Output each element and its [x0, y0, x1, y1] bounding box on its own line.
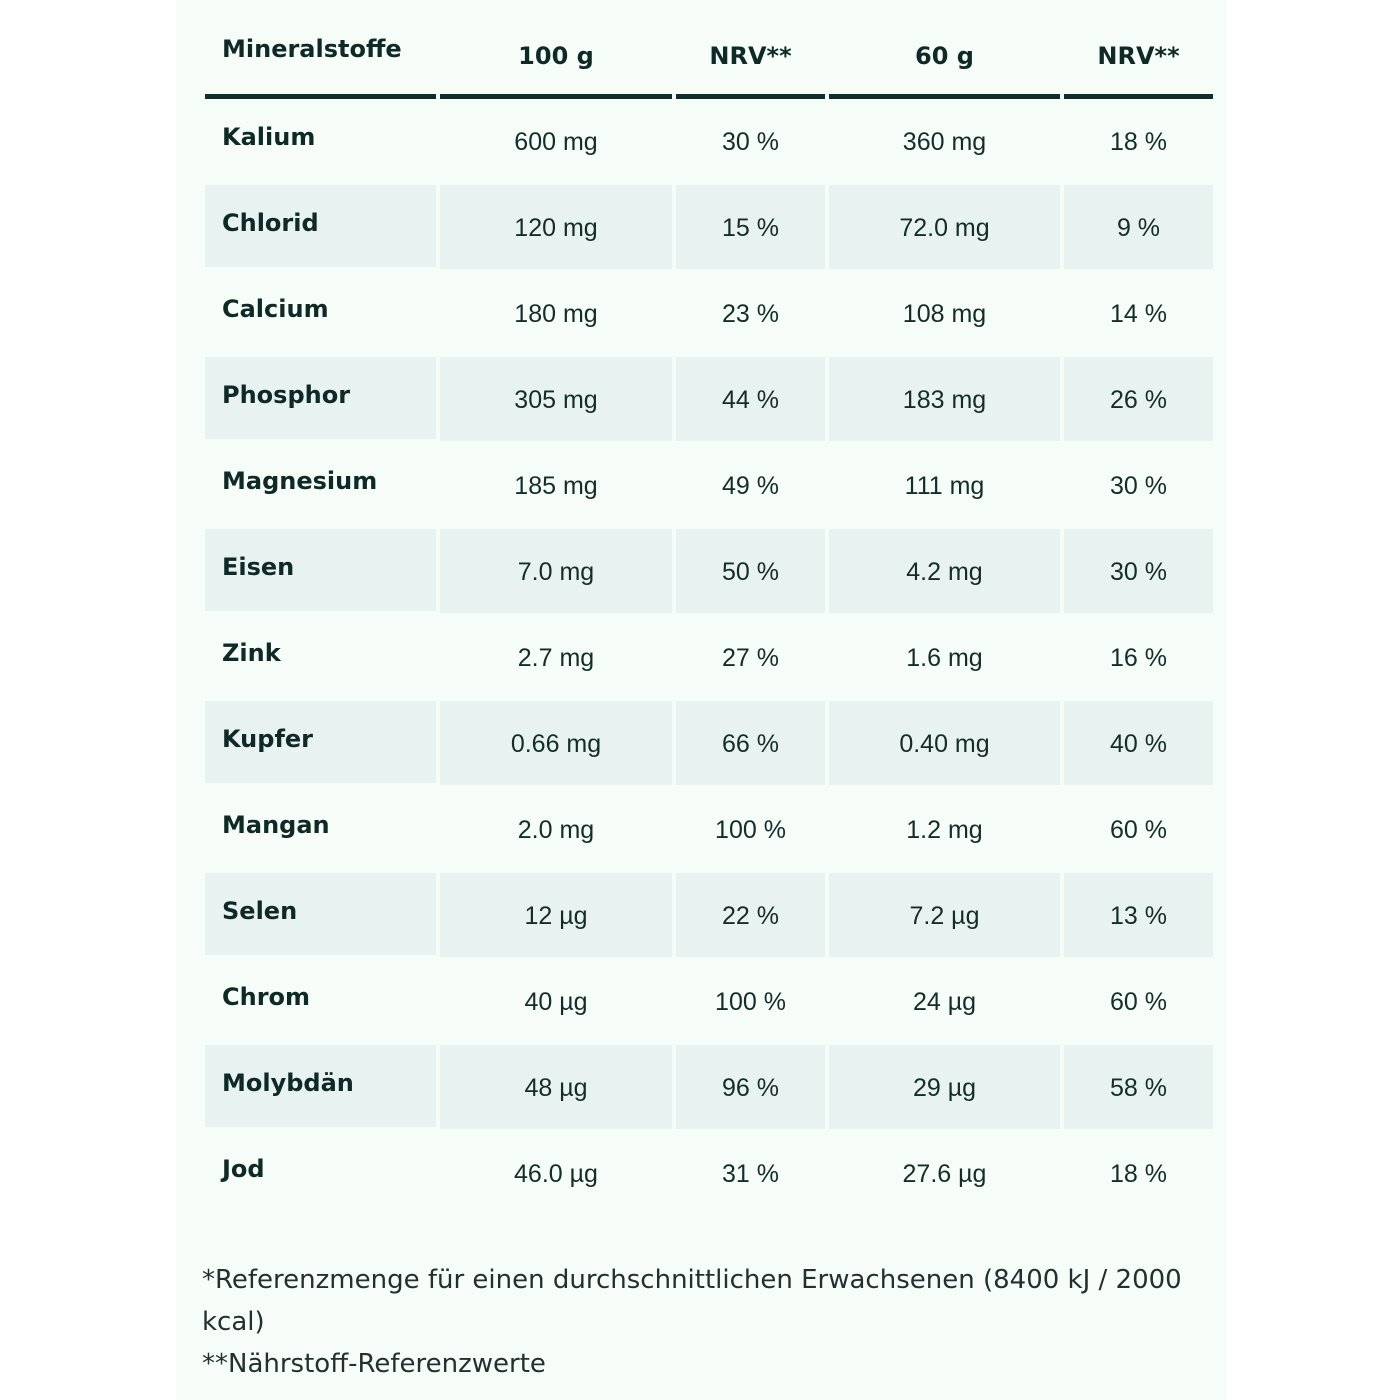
- nrv-60g: 18 %: [1110, 1159, 1167, 1188]
- nrv-100g: 23 %: [722, 299, 779, 328]
- table-body: [205, 99, 1212, 1217]
- table-row: [205, 99, 1212, 185]
- nrv-60g: 16 %: [1110, 643, 1167, 672]
- mineral-name: Chlorid: [205, 185, 436, 267]
- nrv-60g: 30 %: [1064, 529, 1213, 613]
- table-row: [205, 271, 1212, 357]
- header-mineralstoffe: Mineralstoffe: [205, 0, 436, 99]
- nrv-100g: 50 %: [676, 529, 825, 613]
- value-100g: 120 mg: [440, 185, 672, 269]
- header-nrv-100g: NRV**: [676, 0, 825, 99]
- table-row: [205, 1131, 1212, 1217]
- value-100g: 2.7 mg: [517, 643, 595, 672]
- table-row: [205, 959, 1212, 1045]
- table-header: [205, 0, 1212, 99]
- nrv-60g: 60 %: [1110, 987, 1167, 1016]
- value-100g: 185 mg: [514, 471, 598, 500]
- nrv-60g: 26 %: [1064, 357, 1213, 441]
- mineral-name: Calcium: [222, 295, 329, 323]
- nrv-100g: 30 %: [722, 127, 779, 156]
- table-row: [205, 787, 1212, 873]
- footnote-nrv: **Nährstoff-Referenzwerte: [202, 1349, 546, 1379]
- value-100g: 180 mg: [514, 299, 598, 328]
- mineral-name: Phosphor: [205, 357, 436, 439]
- table-row: [205, 873, 1212, 959]
- value-60g: 24 µg: [912, 987, 977, 1016]
- nrv-100g: 66 %: [676, 701, 825, 785]
- value-60g: 4.2 mg: [829, 529, 1060, 613]
- value-60g: 360 mg: [902, 127, 987, 156]
- nrv-60g: 14 %: [1110, 299, 1167, 328]
- nrv-60g: 40 %: [1064, 701, 1213, 785]
- table-row: [205, 1045, 1212, 1131]
- value-100g: 600 mg: [514, 127, 598, 156]
- nrv-100g: 96 %: [676, 1045, 825, 1129]
- value-60g: 1.2 mg: [906, 815, 983, 844]
- nrv-100g: 49 %: [722, 471, 779, 500]
- footnotes: [202, 1259, 1202, 1385]
- value-60g: 72.0 mg: [829, 185, 1060, 269]
- nrv-100g: 31 %: [722, 1159, 779, 1188]
- value-60g: 0.40 mg: [829, 701, 1060, 785]
- nrv-60g: 13 %: [1064, 873, 1213, 957]
- nrv-60g: 9 %: [1064, 185, 1213, 269]
- footnote-reference: *Referenzmenge für einen durchschnittlichen Erwachsenen (8400 kJ / 2000 kcal): [202, 1265, 1182, 1337]
- value-100g: 40 µg: [524, 987, 588, 1016]
- value-60g: 27.6 µg: [902, 1159, 987, 1188]
- mineral-name: Zink: [222, 639, 281, 667]
- table-row: [205, 701, 1212, 787]
- value-60g: 183 mg: [829, 357, 1060, 441]
- header-nrv-60g: NRV**: [1064, 0, 1213, 99]
- header-60g: 60 g: [829, 0, 1060, 99]
- nrv-100g: 22 %: [676, 873, 825, 957]
- mineral-name: Jod: [222, 1155, 265, 1183]
- table-row: [205, 529, 1212, 615]
- mineral-name: Chrom: [222, 983, 311, 1011]
- nrv-60g: 18 %: [1110, 127, 1167, 156]
- nrv-100g: 44 %: [676, 357, 825, 441]
- value-60g: 111 mg: [904, 471, 985, 500]
- nrv-100g: 100 %: [715, 987, 786, 1016]
- value-100g: 0.66 mg: [440, 701, 672, 785]
- value-100g: 2.0 mg: [517, 815, 595, 844]
- minerals-table: [205, 0, 1212, 1217]
- table-row: [205, 185, 1212, 271]
- value-100g: 7.0 mg: [440, 529, 672, 613]
- nrv-100g: 27 %: [722, 643, 779, 672]
- mineral-name: Mangan: [222, 811, 330, 839]
- mineral-name: Magnesium: [222, 467, 378, 495]
- value-60g: 1.6 mg: [906, 643, 983, 672]
- value-100g: 46.0 µg: [514, 1159, 598, 1188]
- table-row: [205, 443, 1212, 529]
- value-100g: 48 µg: [440, 1045, 672, 1129]
- mineral-name: Selen: [205, 873, 436, 955]
- header-100g: 100 g: [440, 0, 672, 99]
- table-row: [205, 615, 1212, 701]
- mineral-name: Kalium: [222, 123, 316, 151]
- nrv-100g: 100 %: [715, 815, 786, 844]
- value-60g: 29 µg: [829, 1045, 1060, 1129]
- mineral-name: Molybdän: [205, 1045, 436, 1127]
- table-row: [205, 357, 1212, 443]
- nrv-60g: 30 %: [1110, 471, 1167, 500]
- nrv-100g: 15 %: [676, 185, 825, 269]
- value-60g: 108 mg: [902, 299, 987, 328]
- value-60g: 7.2 µg: [829, 873, 1060, 957]
- nrv-60g: 60 %: [1110, 815, 1167, 844]
- value-100g: 305 mg: [440, 357, 672, 441]
- value-100g: 12 µg: [440, 873, 672, 957]
- mineral-name: Kupfer: [205, 701, 436, 783]
- nrv-60g: 58 %: [1064, 1045, 1213, 1129]
- mineral-name: Eisen: [205, 529, 436, 611]
